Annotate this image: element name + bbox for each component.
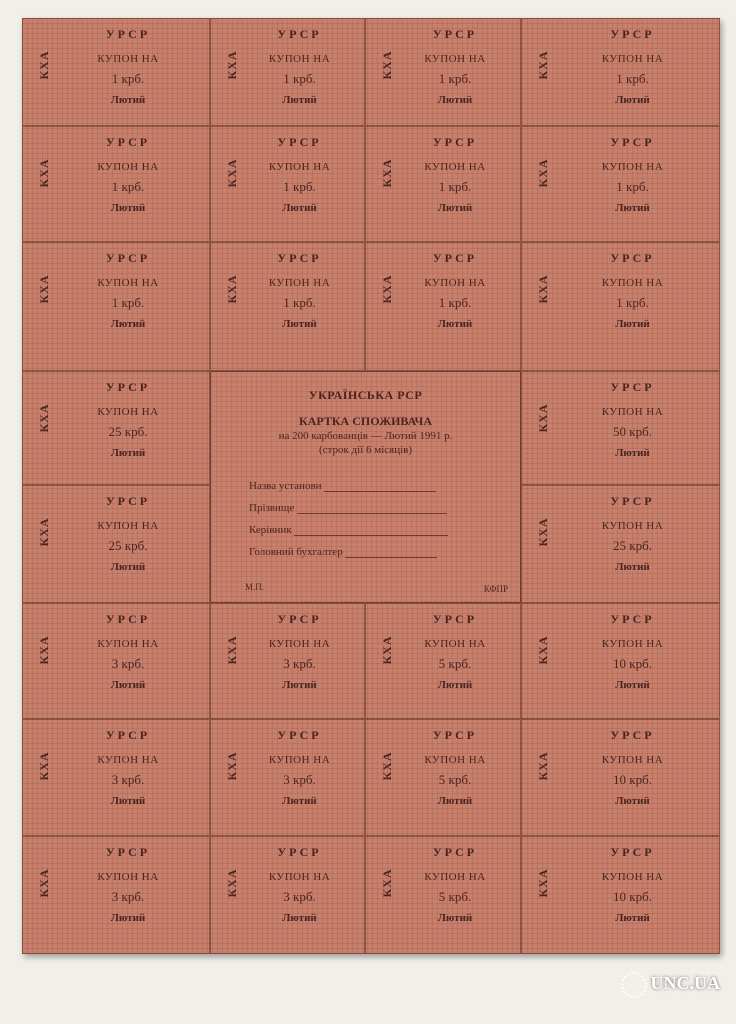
- coupon-header: УРСР: [610, 494, 655, 508]
- coupon-side-code: КХА: [536, 403, 550, 433]
- coupon: [365, 18, 521, 126]
- coupon-month: Лютий: [437, 912, 473, 924]
- coupon-side-code: КХА: [536, 274, 550, 304]
- coupon: [210, 18, 365, 126]
- coupon-month: Лютий: [110, 318, 146, 330]
- coupon-header: УРСР: [432, 135, 478, 149]
- coupon-side-code: КХА: [380, 50, 394, 80]
- coupon-label: КУПОН НА: [601, 277, 664, 289]
- coupon-value: 3 крб.: [111, 656, 145, 671]
- coupon-side-code: КХА: [225, 50, 239, 80]
- coupon-label: КУПОН НА: [268, 53, 331, 65]
- watermark-burst-icon: [621, 972, 647, 998]
- coupon-header: УРСР: [432, 27, 478, 41]
- coupon-side-code: КХА: [225, 158, 239, 188]
- coupon-side-code: КХА: [536, 50, 550, 80]
- coupon-header: УРСР: [105, 728, 151, 742]
- coupon-value: 1 крб.: [438, 71, 472, 86]
- coupon-header: УРСР: [105, 251, 151, 265]
- coupon-header: УРСР: [105, 845, 151, 859]
- coupon-header: УРСР: [277, 135, 322, 149]
- field-chief-accountant: Головний бухгалтер: [249, 546, 437, 558]
- coupon-label: КУПОН НА: [601, 53, 664, 65]
- coupon-header: УРСР: [277, 845, 322, 859]
- coupon-month: Лютий: [282, 94, 317, 106]
- coupon-month: Лютий: [437, 202, 473, 214]
- coupon-header: УРСР: [610, 728, 655, 742]
- coupon-value: 3 крб.: [283, 656, 316, 671]
- coupon-header: УРСР: [610, 27, 655, 41]
- coupon-month: Лютий: [282, 679, 317, 691]
- coupon-value: 10 крб.: [613, 656, 652, 671]
- card-amount-line: на 200 карбованців — Лютий 1991 р.: [278, 430, 453, 442]
- coupon-value: 10 крб.: [613, 772, 652, 787]
- coupon: [210, 603, 365, 719]
- coupon-header: УРСР: [432, 251, 478, 265]
- field-institution: Назва установи: [249, 480, 436, 492]
- coupon-label: КУПОН НА: [97, 638, 159, 650]
- coupon-side-code: КХА: [37, 868, 51, 898]
- coupon-header: УРСР: [610, 845, 655, 859]
- coupon-header: УРСР: [277, 27, 322, 41]
- coupon-label: КУПОН НА: [424, 53, 486, 65]
- coupon: [521, 126, 720, 242]
- coupon-value: 1 крб.: [616, 71, 649, 86]
- coupon-side-code: КХА: [225, 751, 239, 781]
- coupon-header: УРСР: [432, 728, 478, 742]
- coupon-value: 1 крб.: [283, 179, 316, 194]
- coupon-month: Лютий: [282, 795, 317, 807]
- coupon-side-code: КХА: [380, 274, 394, 304]
- coupon-label: КУПОН НА: [97, 161, 159, 173]
- seal-placeholder: М.П.: [245, 582, 265, 592]
- coupon-value: 25 крб.: [108, 424, 148, 439]
- coupon-side-code: КХА: [37, 635, 51, 665]
- coupon-month: Лютий: [437, 318, 473, 330]
- coupon-side-code: КХА: [37, 517, 51, 547]
- coupon-side-code: КХА: [380, 635, 394, 665]
- coupon-month: Лютий: [282, 318, 317, 330]
- coupon-value: 10 крб.: [613, 889, 652, 904]
- coupon-value: 1 крб.: [616, 179, 649, 194]
- coupon-label: КУПОН НА: [97, 277, 159, 289]
- coupon-month: Лютий: [615, 447, 650, 459]
- coupon: [210, 719, 365, 836]
- coupon: [22, 485, 210, 603]
- coupon: [210, 242, 365, 371]
- coupon: [521, 603, 720, 719]
- coupon-side-code: КХА: [37, 158, 51, 188]
- coupon-side-code: КХА: [536, 635, 550, 665]
- coupon-label: КУПОН НА: [97, 53, 159, 65]
- coupon-value: 5 крб.: [438, 656, 472, 671]
- coupon-value: 25 крб.: [108, 538, 148, 553]
- coupon: [521, 485, 720, 603]
- coupon-header: УРСР: [610, 612, 655, 626]
- coupon: [365, 126, 521, 242]
- coupon-month: Лютий: [615, 318, 650, 330]
- consumer-card-panel: [210, 371, 521, 603]
- coupon-side-code: КХА: [37, 403, 51, 433]
- coupon-label: КУПОН НА: [268, 161, 331, 173]
- watermark: UNC.UA: [621, 972, 721, 998]
- field-manager: Керівник: [249, 524, 448, 536]
- card-title: КАРТКА СПОЖИВАЧА: [298, 414, 432, 428]
- coupon-label: КУПОН НА: [601, 161, 664, 173]
- coupon: [521, 242, 720, 371]
- coupon-value: 3 крб.: [111, 889, 145, 904]
- coupon-header: УРСР: [277, 251, 322, 265]
- coupon-label: КУПОН НА: [601, 406, 664, 418]
- coupon: [210, 836, 365, 954]
- coupon-month: Лютий: [282, 202, 317, 214]
- coupon-label: КУПОН НА: [424, 754, 486, 766]
- coupon-month: Лютий: [282, 912, 317, 924]
- coupon-side-code: КХА: [225, 635, 239, 665]
- field-surname: Прізвище: [249, 502, 447, 514]
- coupon-month: Лютий: [615, 912, 650, 924]
- coupon-header: УРСР: [610, 135, 655, 149]
- coupon-label: КУПОН НА: [424, 277, 486, 289]
- coupon: [22, 719, 210, 836]
- coupon-header: УРСР: [105, 612, 151, 626]
- coupon-side-code: КХА: [225, 868, 239, 898]
- coupon-label: КУПОН НА: [601, 520, 664, 532]
- coupon-header: УРСР: [105, 494, 151, 508]
- coupon-value: 1 крб.: [283, 71, 316, 86]
- coupon-month: Лютий: [110, 679, 146, 691]
- coupon-value: 1 крб.: [111, 71, 145, 86]
- coupon: [521, 719, 720, 836]
- coupon: [22, 18, 210, 126]
- coupon-side-code: КХА: [380, 751, 394, 781]
- coupon-label: КУПОН НА: [424, 871, 486, 883]
- coupon-label: КУПОН НА: [424, 161, 486, 173]
- coupon-value: 1 крб.: [283, 295, 316, 310]
- coupon-value: 5 крб.: [438, 889, 472, 904]
- coupon-value: 25 крб.: [613, 538, 652, 553]
- coupon-header: УРСР: [277, 728, 322, 742]
- coupon-header: УРСР: [105, 380, 151, 394]
- coupon-side-code: КХА: [380, 158, 394, 188]
- coupon-side-code: КХА: [536, 517, 550, 547]
- coupon-label: КУПОН НА: [268, 277, 331, 289]
- coupon-side-code: КХА: [536, 158, 550, 188]
- coupon-label: КУПОН НА: [97, 871, 159, 883]
- coupon: [365, 719, 521, 836]
- coupon-label: КУПОН НА: [268, 754, 331, 766]
- coupon-month: Лютий: [615, 202, 650, 214]
- coupon-month: Лютий: [615, 561, 650, 573]
- coupon-month: Лютий: [615, 795, 650, 807]
- coupon: [365, 836, 521, 954]
- coupon: [365, 603, 521, 719]
- coupon-value: 3 крб.: [283, 772, 316, 787]
- coupon-label: КУПОН НА: [268, 638, 331, 650]
- coupon-label: КУПОН НА: [424, 638, 486, 650]
- coupon: [521, 836, 720, 954]
- coupon-month: Лютий: [110, 202, 146, 214]
- coupon-side-code: КХА: [380, 868, 394, 898]
- coupon-label: КУПОН НА: [97, 406, 159, 418]
- coupon: [22, 603, 210, 719]
- coupon: [22, 371, 210, 485]
- coupon: [521, 371, 720, 485]
- coupon-value: 1 крб.: [111, 295, 145, 310]
- coupon-side-code: КХА: [37, 50, 51, 80]
- coupon-month: Лютий: [437, 795, 473, 807]
- coupon-value: 3 крб.: [111, 772, 145, 787]
- coupon: [22, 126, 210, 242]
- card-republic-title: УКРАЇНСЬКА РСР: [308, 388, 423, 402]
- coupon-month: Лютий: [110, 795, 146, 807]
- coupon-header: УРСР: [432, 845, 478, 859]
- coupon-value: 1 крб.: [111, 179, 145, 194]
- coupon-month: Лютий: [437, 94, 473, 106]
- coupon: [22, 836, 210, 954]
- coupon-month: Лютий: [110, 94, 146, 106]
- coupon-label: КУПОН НА: [601, 638, 664, 650]
- coupon-sheet: [22, 18, 720, 954]
- coupon-value: 1 крб.: [438, 179, 472, 194]
- coupon-value: 1 крб.: [438, 295, 472, 310]
- coupon-value: 50 крб.: [613, 424, 652, 439]
- coupon-side-code: КХА: [225, 274, 239, 304]
- coupon-header: УРСР: [610, 380, 655, 394]
- coupon-value: 3 крб.: [283, 889, 316, 904]
- coupon-month: Лютий: [437, 679, 473, 691]
- coupon-value: 1 крб.: [616, 295, 649, 310]
- coupon-side-code: КХА: [37, 751, 51, 781]
- coupon: [210, 126, 365, 242]
- coupon-label: КУПОН НА: [601, 754, 664, 766]
- coupon-header: УРСР: [610, 251, 655, 265]
- coupon-label: КУПОН НА: [97, 520, 159, 532]
- coupon-month: Лютий: [110, 447, 146, 459]
- coupon-side-code: КХА: [536, 751, 550, 781]
- coupon-label: КУПОН НА: [97, 754, 159, 766]
- coupon: [521, 18, 720, 126]
- coupon-side-code: КХА: [37, 274, 51, 304]
- coupon-month: Лютий: [615, 94, 650, 106]
- coupon-value: 5 крб.: [438, 772, 472, 787]
- coupon-label: КУПОН НА: [268, 871, 331, 883]
- coupon-month: Лютий: [615, 679, 650, 691]
- coupon-header: УРСР: [105, 135, 151, 149]
- coupon-label: КУПОН НА: [601, 871, 664, 883]
- coupon-month: Лютий: [110, 561, 146, 573]
- card-validity-line: (строк дії 6 місяців): [318, 444, 413, 456]
- coupon-side-code: КХА: [536, 868, 550, 898]
- coupon-header: УРСР: [105, 27, 151, 41]
- coupon: [365, 242, 521, 371]
- coupon-header: УРСР: [432, 612, 478, 626]
- printer-mark: КФПР: [483, 584, 508, 594]
- coupon-month: Лютий: [110, 912, 146, 924]
- coupon: [22, 242, 210, 371]
- coupon-header: УРСР: [277, 612, 322, 626]
